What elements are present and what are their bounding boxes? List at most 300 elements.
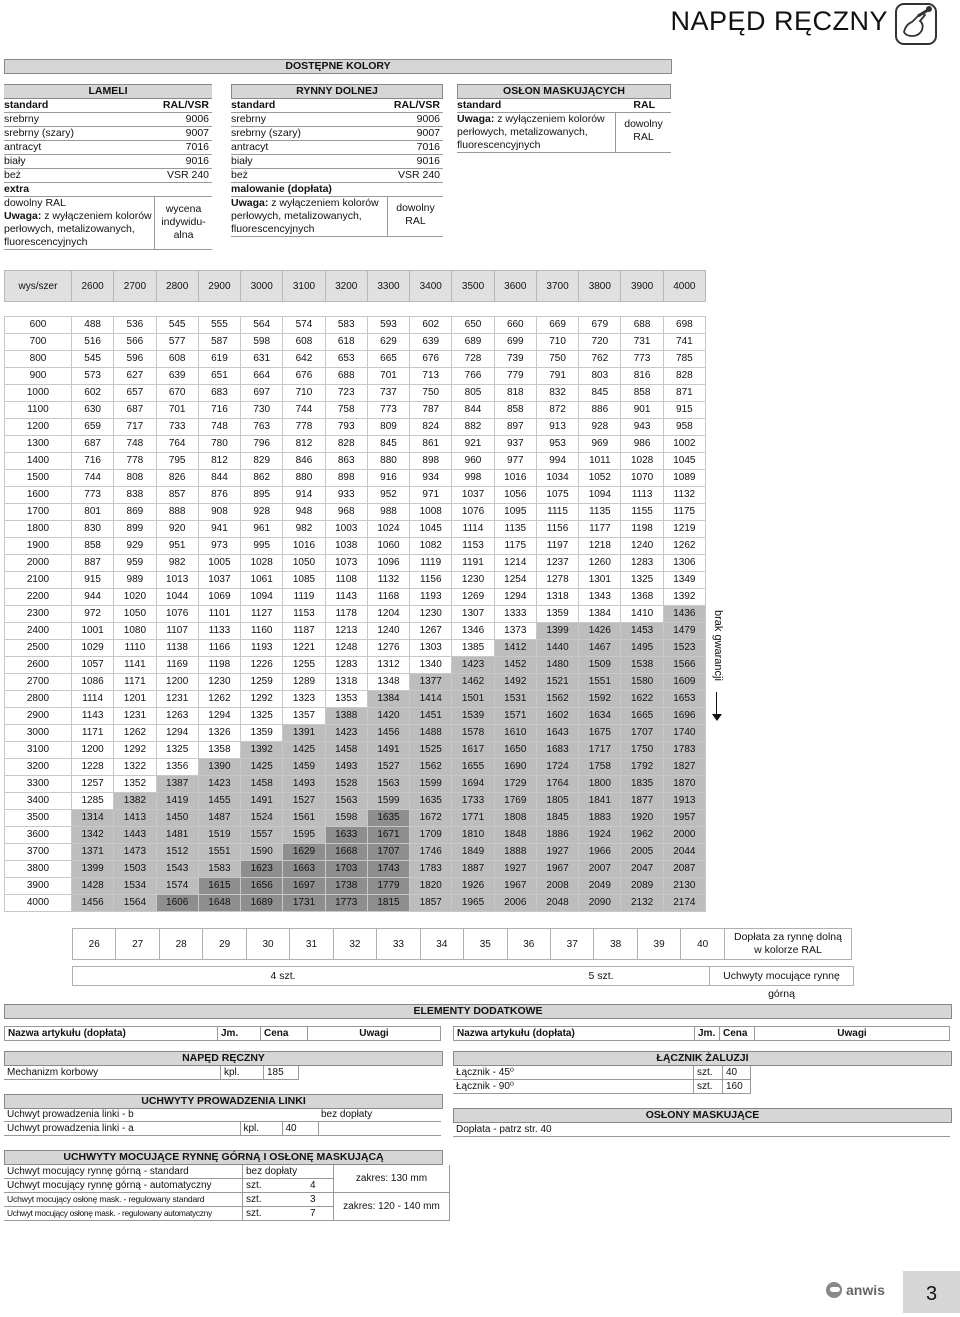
- price-cell: 901: [621, 402, 663, 419]
- price-cell: 1138: [156, 640, 198, 657]
- price-cell: 816: [621, 368, 663, 385]
- price-table-header: [4, 270, 706, 302]
- surcharge-cell: 34: [420, 929, 463, 960]
- price-cell: 914: [283, 487, 325, 504]
- price-cell: 1426: [579, 623, 621, 640]
- price-cell: 1002: [663, 436, 705, 453]
- price-cell: 1617: [452, 742, 494, 759]
- table-row: [5, 895, 706, 912]
- price-cell: 869: [114, 504, 156, 521]
- price-cell: 1292: [241, 691, 283, 708]
- price-cell: 1024: [367, 521, 409, 538]
- width-header: 3800: [579, 271, 621, 302]
- head-name: Nazwa artykułu (dopłata): [5, 1027, 218, 1041]
- price-cell: 631: [241, 351, 283, 368]
- price-cell: 1028: [241, 555, 283, 572]
- item-unit: szt.: [694, 1066, 723, 1080]
- height-label: 1200: [5, 419, 72, 436]
- rynny-color-code: 9016: [353, 155, 443, 169]
- price-cell: 1391: [283, 725, 325, 742]
- price-cell: 1543: [156, 861, 198, 878]
- price-cell: 1005: [198, 555, 240, 572]
- price-cell: 1153: [283, 606, 325, 623]
- price-cell: 1412: [494, 640, 536, 657]
- price-cell: 573: [72, 368, 114, 385]
- price-cell: 1835: [621, 776, 663, 793]
- price-cell: 1166: [198, 640, 240, 657]
- price-cell: 1845: [536, 810, 578, 827]
- price-cell: 1696: [663, 708, 705, 725]
- price-cell: 536: [114, 317, 156, 334]
- oslon-title: OSŁON MASKUJĄCYCH: [457, 84, 671, 99]
- lamele-color-code: VSR 240: [123, 169, 212, 183]
- price-cell: 1020: [114, 589, 156, 606]
- price-cell: 1107: [156, 623, 198, 640]
- height-label: 2400: [5, 623, 72, 640]
- surcharge-cell: 29: [203, 929, 246, 960]
- price-cell: 1056: [494, 487, 536, 504]
- price-cell: 2048: [536, 895, 578, 912]
- price-cell: 1886: [536, 827, 578, 844]
- price-cell: 1966: [579, 844, 621, 861]
- table-row: [5, 776, 706, 793]
- price-cell: 2049: [579, 878, 621, 895]
- price-cell: 1057: [72, 657, 114, 674]
- colors-title: DOSTĘPNE KOLORY: [4, 59, 672, 74]
- table-row: [5, 759, 706, 776]
- table-row: [5, 878, 706, 895]
- rynny-note-text: z wyłączeniem kolorów: [268, 197, 379, 209]
- table-row: [5, 504, 706, 521]
- price-cell: 1011: [579, 453, 621, 470]
- price-cell: 1487: [198, 810, 240, 827]
- item-price: 185: [264, 1066, 299, 1080]
- price-cell: 1368: [621, 589, 663, 606]
- price-cell: 1599: [410, 776, 452, 793]
- price-cell: 1965: [452, 895, 494, 912]
- price-cell: 2132: [621, 895, 663, 912]
- price-cell: 1413: [114, 810, 156, 827]
- rynny-head-ral: RAL/VSR: [353, 99, 443, 113]
- price-cell: 937: [494, 436, 536, 453]
- height-label: 3000: [5, 725, 72, 742]
- price-cell: 731: [621, 334, 663, 351]
- price-cell: 1580: [621, 674, 663, 691]
- price-cell: 657: [114, 385, 156, 402]
- price-cell: 1231: [156, 691, 198, 708]
- price-cell: 1848: [494, 827, 536, 844]
- item-price: 3: [307, 1193, 334, 1207]
- price-cell: 701: [367, 368, 409, 385]
- price-cell: 602: [72, 385, 114, 402]
- price-cell: 1318: [325, 674, 367, 691]
- head-unit: Jm.: [695, 1027, 720, 1041]
- price-cell: 1792: [621, 759, 663, 776]
- price-cell: 773: [367, 402, 409, 419]
- table-row: [5, 674, 706, 691]
- price-cell: 2087: [663, 861, 705, 878]
- price-cell: 920: [156, 521, 198, 538]
- price-cell: 1598: [325, 810, 367, 827]
- price-cell: 1356: [156, 759, 198, 776]
- item-name: Uchwyt mocujący rynnę górną - automatyczny: [4, 1179, 243, 1193]
- price-cell: 1269: [452, 589, 494, 606]
- price-cell: 1920: [621, 810, 663, 827]
- price-cell: 1016: [283, 538, 325, 555]
- price-cell: 812: [283, 436, 325, 453]
- lamele-extra: extra: [4, 183, 212, 197]
- price-cell: 1094: [241, 589, 283, 606]
- price-cell: 1001: [72, 623, 114, 640]
- width-header: 3700: [536, 271, 578, 302]
- price-cell: 1689: [241, 895, 283, 912]
- price-cell: 1082: [410, 538, 452, 555]
- price-cell: 608: [283, 334, 325, 351]
- price-cell: 1221: [283, 640, 325, 657]
- price-cell: 1566: [663, 657, 705, 674]
- price-cell: 1815: [367, 895, 409, 912]
- price-cell: 895: [241, 487, 283, 504]
- price-cell: 1187: [283, 623, 325, 640]
- price-cell: 1240: [621, 538, 663, 555]
- price-cell: 728: [452, 351, 494, 368]
- price-cell: 961: [241, 521, 283, 538]
- price-cell: 1592: [579, 691, 621, 708]
- item-notes: bez dopłaty: [318, 1108, 441, 1122]
- rynny-color-name: beż: [231, 169, 353, 183]
- price-cell: 1697: [283, 878, 325, 895]
- bracket-row: [72, 966, 854, 1000]
- item-unit: szt.: [243, 1179, 308, 1193]
- price-cell: 750: [410, 385, 452, 402]
- rynny-title: RYNNY DOLNEJ: [231, 84, 443, 99]
- price-cell: 1419: [156, 793, 198, 810]
- price-cell: 1733: [452, 793, 494, 810]
- price-cell: 1436: [663, 606, 705, 623]
- price-cell: 1333: [494, 606, 536, 623]
- price-cell: 1143: [72, 708, 114, 725]
- width-header: 3000: [241, 271, 283, 302]
- price-cell: 989: [114, 572, 156, 589]
- lamele-extra-name: dowolny RAL: [4, 197, 66, 209]
- price-cell: 977: [494, 453, 536, 470]
- price-cell: 1343: [579, 589, 621, 606]
- price-cell: 1230: [410, 606, 452, 623]
- price-cell: 1028: [621, 453, 663, 470]
- price-cell: 828: [663, 368, 705, 385]
- price-cell: 750: [536, 351, 578, 368]
- lamele-note-text: z wyłączeniem kolorów: [41, 210, 152, 222]
- surcharge-cell: 30: [246, 929, 289, 960]
- height-label: 600: [5, 317, 72, 334]
- item-unit: szt.: [243, 1207, 308, 1221]
- height-label: 1400: [5, 453, 72, 470]
- price-cell: 858: [494, 402, 536, 419]
- price-cell: 1690: [494, 759, 536, 776]
- price-cell: 1352: [114, 776, 156, 793]
- width-header: 2900: [198, 271, 240, 302]
- price-cell: 1399: [72, 861, 114, 878]
- price-cell: 1683: [536, 742, 578, 759]
- oslon-note-text: z wyłączeniem kolorów: [494, 113, 605, 125]
- price-cell: 1289: [283, 674, 325, 691]
- price-cell: 1481: [156, 827, 198, 844]
- price-cell: 1307: [452, 606, 494, 623]
- price-cell: 1800: [579, 776, 621, 793]
- price-cell: 1193: [241, 640, 283, 657]
- price-cell: 1348: [367, 674, 409, 691]
- price-cell: 1318: [536, 589, 578, 606]
- height-label: 1300: [5, 436, 72, 453]
- brand-logo-icon: [826, 1282, 842, 1298]
- price-cell: 642: [283, 351, 325, 368]
- height-label: 900: [5, 368, 72, 385]
- price-cell: 988: [367, 504, 409, 521]
- item-name: Łącznik - 90⁰: [453, 1080, 694, 1094]
- price-cell: 952: [367, 487, 409, 504]
- price-cell: 1653: [663, 691, 705, 708]
- naped-table: [4, 1066, 299, 1080]
- price-cell: 2000: [663, 827, 705, 844]
- price-cell: 1382: [114, 793, 156, 810]
- price-cell: 1414: [410, 691, 452, 708]
- price-cell: 871: [663, 385, 705, 402]
- price-cell: 1820: [410, 878, 452, 895]
- height-label: 1600: [5, 487, 72, 504]
- lacznik-table: [453, 1066, 751, 1094]
- price-cell: 1044: [156, 589, 198, 606]
- price-cell: 744: [283, 402, 325, 419]
- price-cell: 1175: [494, 538, 536, 555]
- head-notes: Uwagi: [308, 1027, 441, 1041]
- price-cell: 1168: [367, 589, 409, 606]
- price-cell: 1595: [283, 827, 325, 844]
- price-cell: 2005: [621, 844, 663, 861]
- price-cell: 828: [325, 436, 367, 453]
- price-cell: 1200: [156, 674, 198, 691]
- price-cell: 908: [198, 504, 240, 521]
- price-cell: 1709: [410, 827, 452, 844]
- width-header: 2600: [72, 271, 114, 302]
- price-cell: 1388: [325, 708, 367, 725]
- price-cell: 1493: [283, 776, 325, 793]
- oslony-table: [453, 1123, 950, 1137]
- item-name: Uchwyt prowadzenia linki - b: [4, 1108, 240, 1122]
- item-name: Łącznik - 45⁰: [453, 1066, 694, 1080]
- width-header: 2800: [156, 271, 198, 302]
- price-cell: 898: [410, 453, 452, 470]
- price-cell: 1519: [198, 827, 240, 844]
- height-label: 3600: [5, 827, 72, 844]
- lamele-note-text: perłowych, metalizowanych,: [4, 223, 135, 235]
- price-cell: 758: [325, 402, 367, 419]
- price-cell: 1160: [241, 623, 283, 640]
- warranty-note-text: brak gwarancji: [712, 610, 724, 681]
- height-label: 700: [5, 334, 72, 351]
- price-cell: 744: [72, 470, 114, 487]
- item-price: 7: [307, 1207, 334, 1221]
- price-cell: 699: [494, 334, 536, 351]
- price-cell: 1283: [325, 657, 367, 674]
- height-label: 4000: [5, 895, 72, 912]
- price-cell: 958: [663, 419, 705, 436]
- price-cell: 1267: [410, 623, 452, 640]
- price-cell: 845: [367, 436, 409, 453]
- price-cell: 1758: [579, 759, 621, 776]
- price-cell: 1340: [410, 657, 452, 674]
- lamele-note-text: fluorescencyjnych: [4, 236, 88, 248]
- price-cell: 858: [72, 538, 114, 555]
- price-cell: 1283: [621, 555, 663, 572]
- price-cell: 602: [410, 317, 452, 334]
- price-cell: 1743: [367, 861, 409, 878]
- price-cell: 995: [241, 538, 283, 555]
- price-cell: 664: [241, 368, 283, 385]
- price-cell: 844: [198, 470, 240, 487]
- price-cell: 1038: [325, 538, 367, 555]
- oslon-value: dowolny: [624, 118, 663, 130]
- price-cell: 943: [621, 419, 663, 436]
- price-cell: 1495: [621, 640, 663, 657]
- price-cell: 659: [72, 419, 114, 436]
- item-name: Uchwyt mocujący osłonę mask. - regulowany standard: [4, 1193, 243, 1207]
- price-cell: 1359: [241, 725, 283, 742]
- price-cell: 1561: [283, 810, 325, 827]
- price-cell: 1349: [663, 572, 705, 589]
- page-title: NAPĘD RĘCZNY: [670, 6, 888, 36]
- item-name: Dopłata - patrz str. 40: [453, 1123, 950, 1137]
- table-row: [5, 368, 706, 385]
- price-cell: 710: [536, 334, 578, 351]
- price-cell: 1455: [198, 793, 240, 810]
- price-cell: 683: [198, 385, 240, 402]
- range-note: zakres: 120 - 140 mm: [334, 1193, 450, 1221]
- price-cell: 688: [621, 317, 663, 334]
- table-row: [5, 691, 706, 708]
- price-cell: 1114: [72, 691, 114, 708]
- price-cell: 803: [579, 368, 621, 385]
- price-cell: 1371: [72, 844, 114, 861]
- price-cell: 618: [325, 334, 367, 351]
- price-cell: 986: [621, 436, 663, 453]
- lamele-color-code: 9006: [123, 113, 212, 127]
- price-cell: 1257: [72, 776, 114, 793]
- price-cell: 1262: [114, 725, 156, 742]
- item-unit: kpl.: [221, 1066, 264, 1080]
- price-cell: 1114: [452, 521, 494, 538]
- price-cell: 969: [579, 436, 621, 453]
- price-cell: 1827: [663, 759, 705, 776]
- price-cell: 730: [241, 402, 283, 419]
- table-row: [5, 538, 706, 555]
- rynny-value: dowolny: [396, 202, 435, 214]
- width-header: 2700: [114, 271, 156, 302]
- price-cell: 857: [156, 487, 198, 504]
- rynny-color-code: 7016: [353, 141, 443, 155]
- item-name: Uchwyt mocujący rynnę górną - standard: [4, 1165, 243, 1179]
- price-cell: 2090: [579, 895, 621, 912]
- price-cell: 1155: [621, 504, 663, 521]
- price-cell: 1263: [156, 708, 198, 725]
- price-cell: 1610: [494, 725, 536, 742]
- price-cell: 1226: [241, 657, 283, 674]
- price-table: [4, 316, 706, 912]
- width-header: 3400: [410, 271, 452, 302]
- price-cell: 1671: [367, 827, 409, 844]
- table-row: [5, 555, 706, 572]
- price-cell: 944: [72, 589, 114, 606]
- price-cell: 1132: [663, 487, 705, 504]
- price-cell: 780: [198, 436, 240, 453]
- height-label: 2200: [5, 589, 72, 606]
- oslon-value: RAL: [633, 131, 654, 143]
- price-cell: 687: [72, 436, 114, 453]
- rynny-colors: [231, 84, 443, 237]
- price-cell: 748: [198, 419, 240, 436]
- price-cell: 1750: [621, 742, 663, 759]
- price-cell: 872: [536, 402, 578, 419]
- price-cell: 1509: [579, 657, 621, 674]
- price-cell: 1480: [536, 657, 578, 674]
- oslony-title: OSŁONY MASKUJĄCE: [453, 1108, 952, 1123]
- price-cell: 953: [536, 436, 578, 453]
- price-cell: 1342: [72, 827, 114, 844]
- lamele-head-ral: RAL/VSR: [123, 99, 212, 113]
- price-cell: 1322: [114, 759, 156, 776]
- price-cell: 1171: [72, 725, 114, 742]
- price-cell: 1467: [579, 640, 621, 657]
- price-cell: 1571: [494, 708, 536, 725]
- lamele-head-standard: standard: [4, 99, 123, 113]
- item-unit: kpl.: [240, 1122, 282, 1136]
- lamele-pricing: alna: [173, 229, 194, 241]
- table-row: [5, 589, 706, 606]
- price-cell: 1635: [410, 793, 452, 810]
- price-cell: 888: [156, 504, 198, 521]
- surcharge-cell: 26: [73, 929, 116, 960]
- surcharge-cell: 40: [681, 929, 725, 960]
- price-cell: 1377: [410, 674, 452, 691]
- price-cell: 1314: [72, 810, 114, 827]
- price-cell: 1285: [72, 793, 114, 810]
- price-cell: 1527: [367, 759, 409, 776]
- price-cell: 1169: [156, 657, 198, 674]
- price-cell: 1201: [114, 691, 156, 708]
- item-name: Uchwyt prowadzenia linki - a: [4, 1122, 240, 1136]
- price-cell: 1230: [452, 572, 494, 589]
- bracket-count: 4 szt.: [270, 970, 296, 982]
- height-label: 3200: [5, 759, 72, 776]
- price-cell: 934: [410, 470, 452, 487]
- price-cell: 1729: [494, 776, 536, 793]
- price-cell: 793: [325, 419, 367, 436]
- price-cell: 639: [410, 334, 452, 351]
- price-cell: 733: [156, 419, 198, 436]
- price-cell: 1171: [114, 674, 156, 691]
- price-cell: 915: [663, 402, 705, 419]
- price-cell: 766: [452, 368, 494, 385]
- price-cell: 1052: [579, 470, 621, 487]
- price-cell: 1443: [114, 827, 156, 844]
- price-cell: 665: [367, 351, 409, 368]
- price-cell: 697: [241, 385, 283, 402]
- price-cell: 566: [114, 334, 156, 351]
- price-cell: 1301: [579, 572, 621, 589]
- price-cell: 2089: [621, 878, 663, 895]
- price-cell: 1358: [198, 742, 240, 759]
- price-cell: 951: [156, 538, 198, 555]
- price-cell: 1491: [367, 742, 409, 759]
